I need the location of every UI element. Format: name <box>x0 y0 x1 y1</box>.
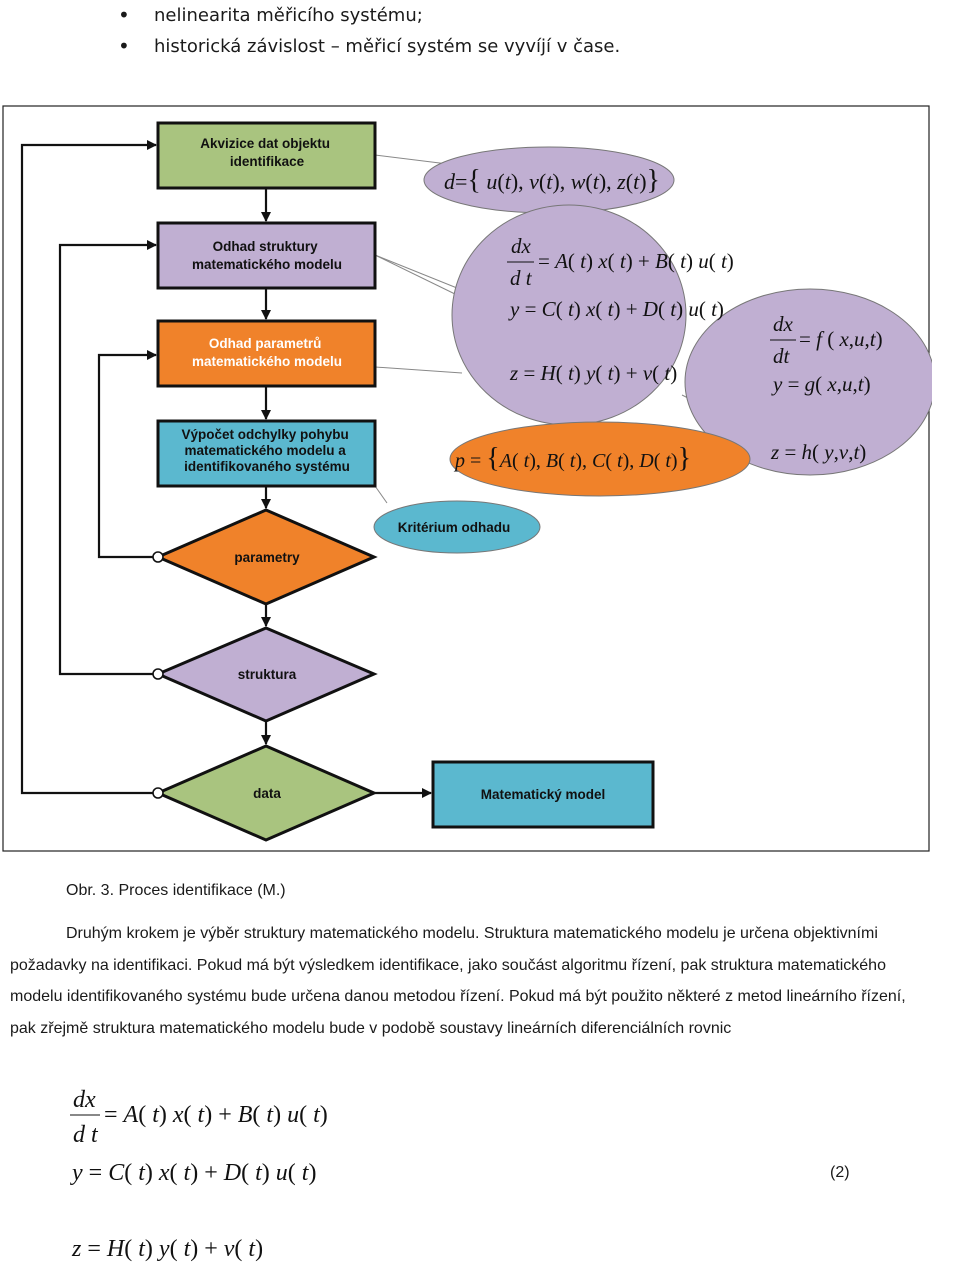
structure-estimate-label: Odhad struktury matematického modelu <box>191 239 343 272</box>
bullet-list <box>118 0 620 62</box>
parameter-set-formula: p = {A( t), B( t), C( t), D( t)} <box>455 443 692 474</box>
figure-caption: Obr. 3. Proces identifikace (M.) <box>66 882 286 899</box>
svg-text:z = H( t) y( t) + v( t): z = H( t) y( t) + v( t) <box>510 361 678 385</box>
svg-text:d t: d t <box>73 1122 98 1148</box>
nonlinear-model-formulas <box>770 312 883 464</box>
svg-text:dx: dx <box>511 234 531 258</box>
equation-number: (2) <box>830 1164 850 1181</box>
svg-text:y = C( t) x( t) + D( t) u( t): y = C( t) x( t) + D( t) u( t) <box>510 297 724 321</box>
bullet-item: • historická závislost – měřicí systém se vyvíjí v čase. <box>118 31 620 62</box>
diagram-frame <box>3 106 929 851</box>
structure-label: struktura <box>237 667 297 682</box>
parameters-label: parametry <box>234 550 300 565</box>
body-paragraph <box>10 918 915 1044</box>
svg-text:= f ( x,u,t): = f ( x,u,t) <box>799 327 883 351</box>
svg-text:dt: dt <box>773 344 790 368</box>
paragraph-first-line: Druhým krokem je výběr struktury matematického modelu. Struktura matematického modelu je určena <box>66 925 789 942</box>
bullet-item: • nelinearita měřicího systému; <box>118 0 620 31</box>
paragraph-rest: objektivními požadavky na identifikaci. Pokud má být výsledkem identifikace, jako součást algoritmu řízení, pak struktura matematického modelu identifikovaného systému bude určena danou metodou řízení. Pokud má být použito některé z metod lineárního řízení, pak zřejmě struktura matematického modelu bude v podobě soustavy lineárních diferenciálních rovnic <box>10 925 906 1037</box>
svg-text:d t: d t <box>510 266 532 290</box>
data-set-formula: d={ u(t), v(t), w(t), z(t)} <box>444 165 660 196</box>
svg-text:= A( t) x( t) + B( t) u( t): = A( t) x( t) + B( t) u( t) <box>104 1102 328 1128</box>
identification-process-diagram <box>2 105 932 853</box>
data-label: data <box>253 786 281 801</box>
structure-estimate-box <box>158 223 375 288</box>
model-label: Matematický model <box>480 787 606 802</box>
acquisition-label: Akvizice dat objektu identifikace <box>200 136 331 169</box>
svg-text:z = h( y,v,t): z = h( y,v,t) <box>771 440 867 464</box>
svg-text:= A( t) x( t) + B( t) u( t): = A( t) x( t) + B( t) u( t) <box>538 249 734 273</box>
svg-text:y = g( x,u,t): y = g( x,u,t) <box>773 372 871 396</box>
svg-text:dx: dx <box>773 312 793 336</box>
deviation-label: Výpočet odchylky pohybu matematického modelu a identifikovaného systému <box>181 427 350 474</box>
svg-text:dx: dx <box>73 1087 96 1113</box>
svg-text:z = H( t) y( t) + v( t): z = H( t) y( t) + v( t) <box>72 1236 264 1262</box>
parameter-estimate-label: Odhad parametrů matematického modelu <box>191 336 343 369</box>
equation-2 <box>60 1080 340 1265</box>
criterion-label: Kritérium odhadu <box>397 520 511 535</box>
svg-text:y = C( t) x( t) + D( t) u( t): y = C( t) x( t) + D( t) u( t) <box>72 1160 317 1186</box>
